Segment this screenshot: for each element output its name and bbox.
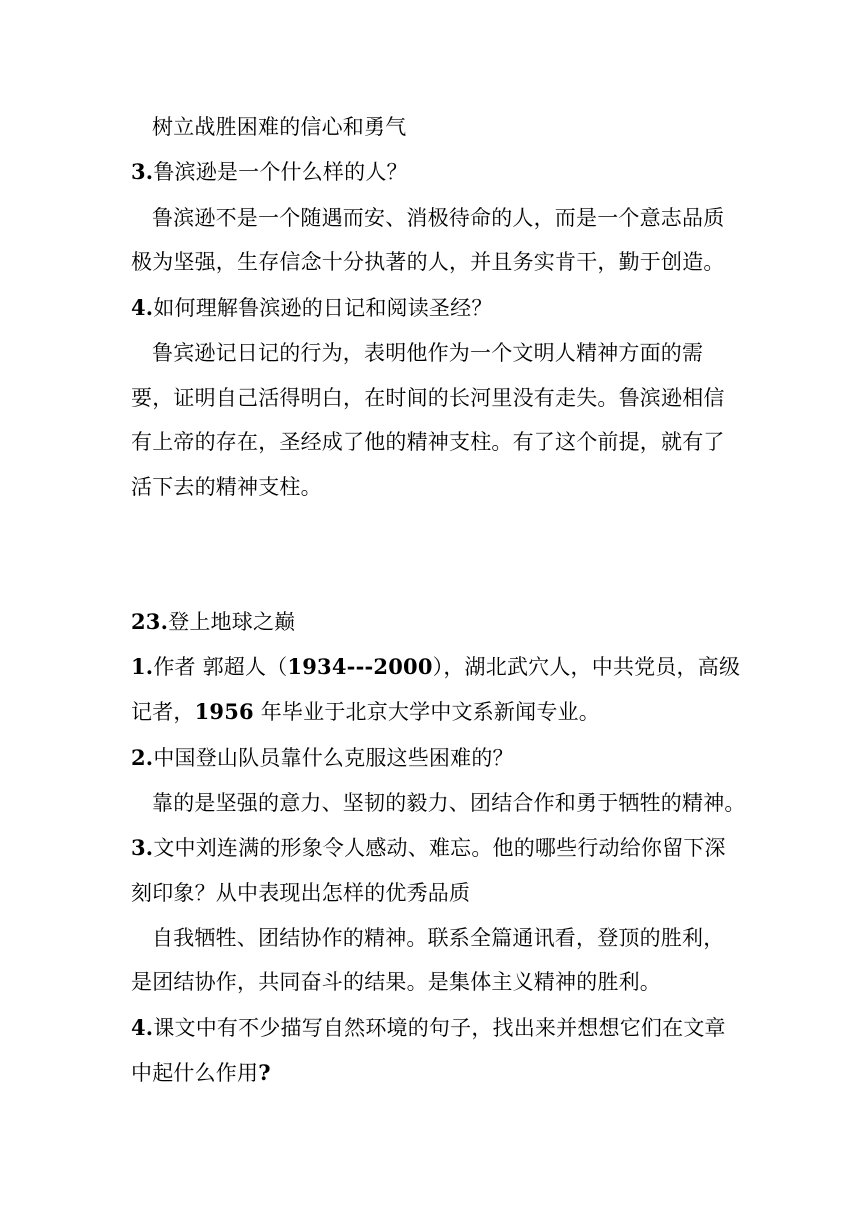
answer-line: 活下去的精神支柱。 (131, 475, 322, 499)
question-text: 中国登山队员靠什么克服这些困难的？ (153, 746, 514, 770)
author-text: 年毕业于北京大学中文系新闻专业。 (253, 700, 600, 724)
answer-line: 自我牺牲、团结协作的精神。联系全篇通讯看，登顶的胜利， (152, 926, 725, 950)
question-4-robinson (131, 294, 741, 322)
answer-line: 要，证明自己活得明白，在时间的长河里没有走失。鲁滨逊相信 (131, 386, 725, 410)
lesson-heading (131, 608, 741, 636)
question-number: 4. (131, 295, 154, 320)
answer-line: 有上帝的存在，圣经成了他的精神支柱。有了这个前提，就有了 (131, 430, 725, 454)
question-number: 1. (131, 654, 154, 679)
question-3 (131, 834, 741, 862)
question-mark: ? (258, 1060, 271, 1085)
lesson-title: 登上地球之巅 (168, 610, 296, 634)
question-number: 2. (131, 745, 154, 770)
author-text: 记者， (131, 700, 195, 724)
question-text: 刻印象？从中表现出怎样的优秀品质 (131, 881, 471, 905)
question-2 (131, 744, 741, 772)
question-text: 课文中有不少描写自然环境的句子，找出来并想想它们在文章 (153, 1016, 726, 1040)
answer-line: 鲁宾逊记日记的行为，表明他作为一个文明人精神方面的需 (152, 341, 704, 365)
answer-line: 树立战胜困难的信心和勇气 (152, 115, 407, 139)
question-text: 文中刘连满的形象令人感动、难忘。他的哪些行动给你留下深 (153, 836, 726, 860)
question-number: 3. (131, 835, 154, 860)
question-4 (131, 1014, 741, 1042)
answer-line: 鲁滨逊不是一个随遇而安、消极待命的人，而是一个意志品质 (152, 206, 725, 230)
author-text: ），湖北武穴人，中共党员，高级 (432, 655, 741, 679)
question-text-part: 中起什么作用 (131, 1061, 259, 1085)
author-text: 作者 郭超人（ (153, 655, 288, 679)
author-line (131, 653, 741, 681)
graduation-year: 1956 (194, 699, 254, 724)
lesson-number: 23. (131, 609, 169, 634)
answer-line: 是团结协作，共同奋斗的结果。是集体主义精神的胜利。 (131, 970, 661, 994)
question-text (131, 1059, 741, 1087)
answer-line: 极为坚强，生存信念十分执著的人，并且务实肯干，勤于创造。 (131, 250, 725, 274)
author-years: 1934---2000 (287, 654, 433, 679)
question-3-robinson (131, 158, 741, 186)
question-text: 如何理解鲁滨逊的日记和阅读圣经？ (153, 296, 493, 320)
author-line (131, 698, 741, 726)
question-number: 4. (131, 1015, 154, 1040)
question-text: 鲁滨逊是一个什么样的人？ (153, 160, 408, 184)
answer-line: 靠的是坚强的意力、坚韧的毅力、团结合作和勇于牺牲的精神。 (152, 791, 746, 815)
question-number: 3. (131, 159, 154, 184)
